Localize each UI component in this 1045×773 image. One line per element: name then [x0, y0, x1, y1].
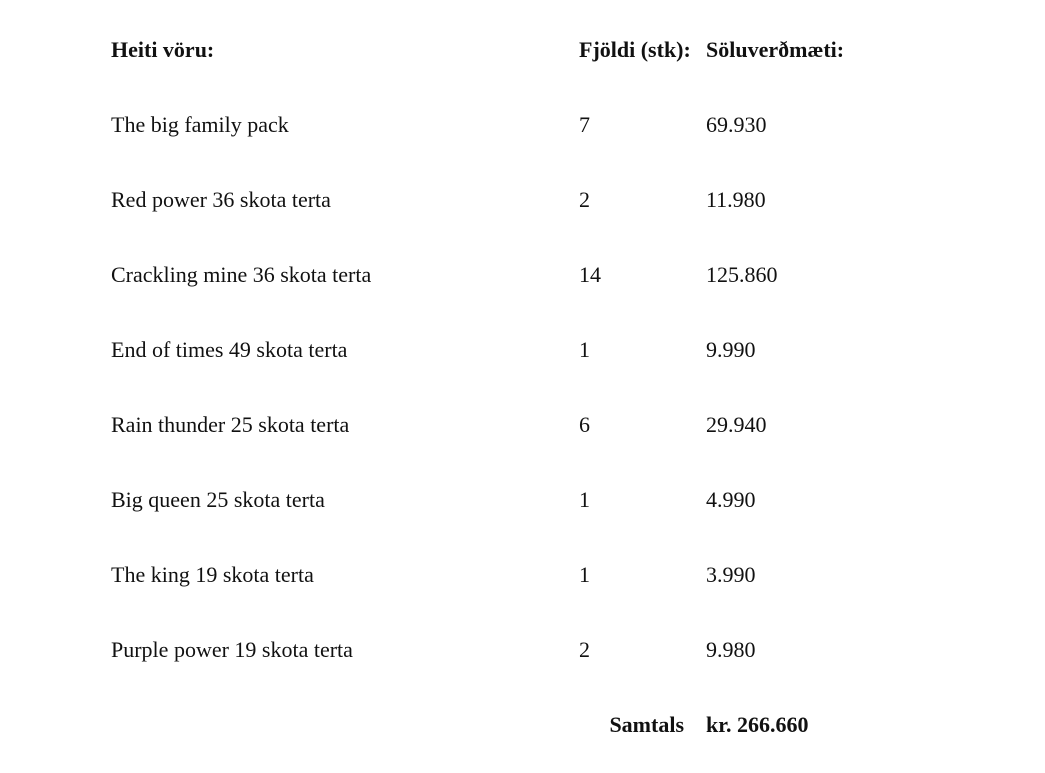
table-row	[111, 412, 856, 487]
product-name: Purple power 19 skota terta	[111, 637, 353, 662]
product-quantity: 6	[579, 412, 590, 437]
header-quantity: Fjöldi (stk):	[579, 37, 691, 62]
product-quantity: 1	[579, 487, 590, 512]
total-spacer	[111, 712, 579, 752]
product-quantity: 1	[579, 562, 590, 587]
table-row	[111, 637, 856, 712]
total-value: kr. 266.660	[706, 712, 809, 737]
product-name: End of times 49 skota terta	[111, 337, 348, 362]
product-name: The king 19 skota terta	[111, 562, 314, 587]
product-name: Crackling mine 36 skota terta	[111, 262, 372, 287]
table-row	[111, 562, 856, 637]
product-value: 9.980	[706, 637, 756, 662]
product-quantity: 2	[579, 637, 590, 662]
product-quantity: 2	[579, 187, 590, 212]
product-name: Red power 36 skota terta	[111, 187, 331, 212]
table-row	[111, 112, 856, 187]
header-product-name: Heiti vöru:	[111, 37, 215, 62]
table-row	[111, 187, 856, 262]
product-value: 29.940	[706, 412, 767, 437]
product-value: 9.990	[706, 337, 756, 362]
table-row	[111, 262, 856, 337]
product-value: 3.990	[706, 562, 756, 587]
table-row	[111, 487, 856, 562]
total-row	[111, 712, 856, 752]
product-value: 4.990	[706, 487, 756, 512]
product-name: Rain thunder 25 skota terta	[111, 412, 350, 437]
product-value: 69.930	[706, 112, 767, 137]
product-quantity: 1	[579, 337, 590, 362]
product-quantity: 14	[579, 262, 601, 287]
product-quantity: 7	[579, 112, 590, 137]
header-row	[111, 37, 856, 112]
header-sales-value: Söluverðmæti:	[706, 37, 845, 62]
table-row	[111, 337, 856, 412]
total-label: Samtals	[609, 712, 684, 737]
product-value: 11.980	[706, 187, 766, 212]
product-name: Big queen 25 skota terta	[111, 487, 325, 512]
product-name: The big family pack	[111, 112, 289, 137]
sales-table	[111, 37, 856, 752]
product-value: 125.860	[706, 262, 778, 287]
